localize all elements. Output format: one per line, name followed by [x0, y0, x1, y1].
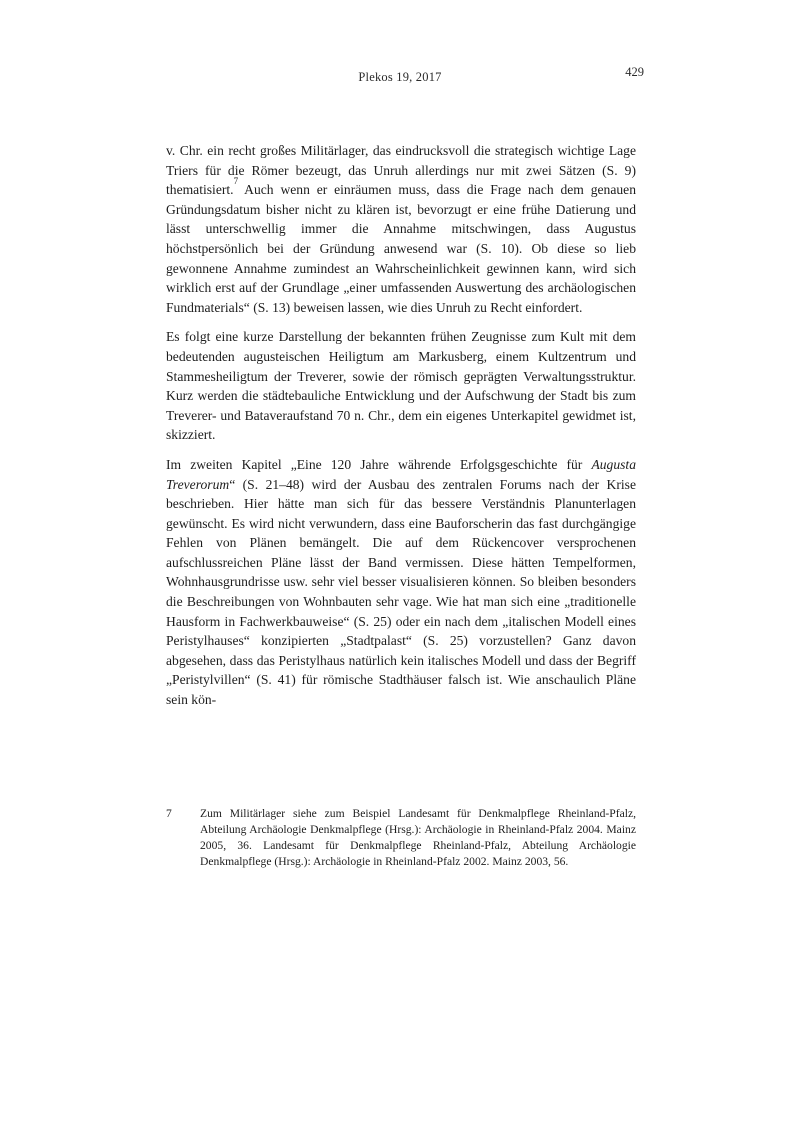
paragraph-3 — [166, 455, 636, 710]
paragraph-2: Es folgt eine kurze Darstellung der bekannten frühen Zeugnisse zum Kult mit dem bedeutenden augusteischen Heiligtum am Markusberg, einem Kultzentrum und Stammesheiligtum der Treverer, sowie der römisch geprägten Verwaltungsstruktur. Kurz werden die städtebauliche Entwicklung und der Aufschwung der Stadt bis zum Treverer- und Bataveraufstand 70 n. Chr., dem ein eigenes Unterkapitel gewidmet ist, skizziert. — [166, 329, 636, 443]
page-header — [0, 0, 800, 100]
journal-title: Plekos 19, 2017 — [358, 70, 442, 84]
footnote-text: Zum Militärlager siehe zum Beispiel Landesamt für Denkmalpflege Rheinland-Pfalz, Abteilung Archäologie Denkmalpflege (Hrsg.): Archäologie in Rheinland-Pfalz 2004. Mainz 2005, 36. Landesamt für Denkmalpflege Rheinland-Pfalz, Abteilung Archäologie Denkmalpflege (Hrsg.): Archäologie in Rheinland-Pfalz 2002. Mainz 2003, 56. — [200, 807, 636, 868]
paragraph-1-text-b: Auch wenn er einräumen muss, dass die Frage nach dem genauen Gründungsdatum bisher nicht zu klären ist, bevorzugt er eine frühe Datierung und lässt unterschwellig immer die Annahme mitschwingen, dass Augustus höchstpersönlich bei der Gründung anwesend war (S. 10). Ob diese so lieb gewonnene Annahme zumindest an Wahrscheinlichkeit gewinnen kann, wird sich wirklich erst auf der Grundlage „einer umfassenden Auswertung des archäologischen Fundmaterials“ (S. 13) beweisen lassen, wie dies Unruh zu Recht einfordert. — [166, 182, 636, 315]
footnotes-section — [166, 806, 636, 870]
footnote-7 — [166, 806, 636, 870]
footnote-reference-7: 7 — [233, 175, 239, 186]
book-title-italic: Augusta Treverorum — [166, 456, 636, 492]
paragraph-1-text-a: v. Chr. ein recht großes Militärlager, das eindrucksvoll die strategisch wichtige Lage Triers für die Römer bezeugt, das Unruh allerdings nur mit zwei Sätzen (S. 9) thematisiert. — [166, 143, 636, 198]
footnote-number: 7 — [166, 807, 172, 820]
review-body — [166, 141, 636, 710]
paragraph-1 — [166, 141, 636, 317]
paragraph-3-text-a: Im zweiten Kapitel „Eine 120 Jahre währende Erfolgsgeschichte für — [166, 456, 592, 472]
page-number: 429 — [625, 65, 644, 79]
paragraph-3-text-b: “ (S. 21–48) wird der Ausbau des zentralen Forums nach der Krise beschrieben. Hier hätte man sich für das bessere Verständnis Planunterlagen gewünscht. Es wird nicht verwundern, dass eine Bauforscherin das fast durchgängige Fehlen von Plänen bemängelt. Die auf dem Rückencover versprochenen aufschlussreichen Pläne lässt der Band vermissen. Diese hätten Tempelformen, Wohnhausgrundrisse usw. sehr viel besser visualisieren können. So bleiben besonders die Beschreibungen von Wohnbauten sehr vage. Wie hat man sich eine „traditionelle Hausform in Fachwerkbauweise“ (S. 25) oder ein nach dem „italischen Modell eines Peristylhauses“ konzipierten „Stadtpalast“ (S. 25) vorzustellen? Ganz davon abgesehen, dass das Peristylhaus natürlich kein italisches Modell und dass der Begriff „Peristylvillen“ (S. 41) für römische Stadthäuser falsch ist. Wie anschaulich Pläne sein kön- — [166, 476, 636, 708]
